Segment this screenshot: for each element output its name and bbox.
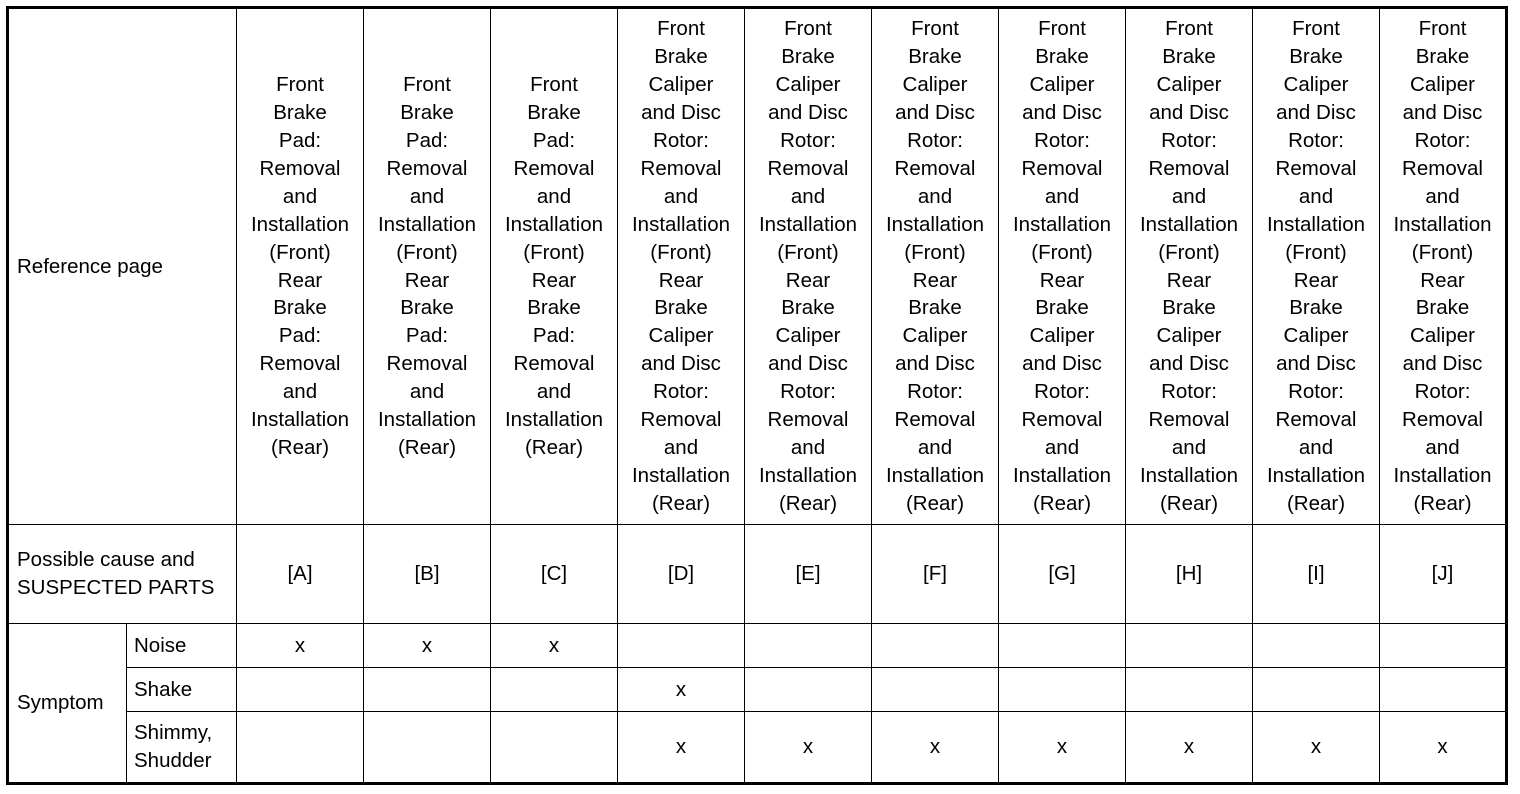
suspected-part-cell: [D]: [618, 525, 745, 624]
symptom-name: Shimmy, Shudder: [127, 712, 237, 784]
reference-page-line: (Front): [1031, 240, 1093, 264]
suspected-part-cell: [E]: [745, 525, 872, 624]
reference-page-line: Front: [1038, 17, 1086, 41]
reference-page-line: Caliper: [648, 73, 714, 97]
reference-page-line: Installation: [1266, 212, 1365, 236]
reference-page-line: (Rear): [397, 435, 457, 459]
reference-page-line: Caliper: [1283, 73, 1349, 97]
reference-page-line: Brake: [400, 296, 454, 320]
reference-page-cell: [364, 8, 491, 525]
reference-page-line: (Front): [650, 240, 712, 264]
reference-page-line: Pad:: [278, 324, 322, 348]
reference-page-line: Installation: [631, 212, 730, 236]
reference-page-line: Installation: [631, 463, 730, 487]
reference-page-line: (Rear): [1032, 491, 1092, 515]
reference-page-line: and: [1425, 184, 1460, 208]
reference-page-line: Installation: [1012, 463, 1111, 487]
reference-page-line: Brake: [781, 45, 835, 69]
reference-page-line: Brake: [654, 45, 708, 69]
reference-page-line: Front: [1292, 17, 1340, 41]
reference-page-line: Installation: [758, 212, 857, 236]
reference-page-line: Pad:: [532, 128, 576, 152]
symptom-mark: x: [618, 712, 745, 784]
symptom-mark: x: [1126, 712, 1253, 784]
reference-page-line: (Front): [269, 240, 331, 264]
reference-page-line: Caliper: [775, 324, 841, 348]
reference-page-line: Rear: [658, 268, 704, 292]
reference-page-line: Removal: [513, 156, 595, 180]
reference-page-line: Removal: [1275, 408, 1357, 432]
reference-page-line: and: [1298, 435, 1334, 459]
reference-page-line: Rotor:: [907, 128, 963, 152]
reference-page-line: (Front): [904, 240, 966, 264]
reference-page-line: and: [536, 184, 572, 208]
reference-page-line: and Disc: [768, 101, 848, 125]
reference-page-line: Caliper: [902, 73, 968, 97]
reference-page-line: Removal: [640, 156, 722, 180]
symptom-mark: [872, 668, 999, 712]
reference-page-line: Caliper: [775, 73, 841, 97]
reference-page-line: Brake: [908, 45, 962, 69]
symptom-name: Noise: [127, 624, 237, 668]
reference-page-line: Front: [784, 17, 832, 41]
symptom-row: [8, 668, 1507, 712]
reference-page-line: and: [409, 380, 445, 404]
reference-page-line: Rotor:: [653, 380, 709, 404]
reference-page-row: [8, 8, 1507, 525]
reference-page-line: Brake: [527, 101, 581, 125]
symptom-mark: [1126, 668, 1253, 712]
reference-page-line: Removal: [1402, 408, 1483, 432]
reference-page-line: Rear: [1293, 268, 1339, 292]
reference-page-line: Rotor:: [1161, 128, 1217, 152]
reference-page-line: Brake: [273, 296, 327, 320]
symptom-mark: [364, 712, 491, 784]
reference-page-line: Caliper: [1029, 73, 1095, 97]
reference-page-line: (Rear): [778, 491, 838, 515]
reference-page-line: Installation: [250, 408, 349, 432]
reference-page-line: Brake: [1415, 296, 1470, 320]
symptom-mark: [364, 668, 491, 712]
reference-page-line: Rotor:: [1034, 380, 1090, 404]
reference-page-line: Removal: [1275, 156, 1357, 180]
reference-page-line: Pad:: [532, 324, 576, 348]
reference-page-line: Removal: [1148, 408, 1230, 432]
reference-page-line: and Disc: [1149, 101, 1229, 125]
reference-page-line: Brake: [908, 296, 962, 320]
reference-page-line: Installation: [504, 408, 603, 432]
reference-page-line: Caliper: [1283, 324, 1349, 348]
reference-page-cell: [618, 8, 745, 525]
reference-page-line: and Disc: [1149, 352, 1229, 376]
reference-page-line: Brake: [781, 296, 835, 320]
reference-page-line: Rear: [1039, 268, 1085, 292]
reference-page-line: Installation: [504, 212, 603, 236]
reference-page-line: and Disc: [1022, 101, 1102, 125]
reference-page-line: Brake: [1162, 45, 1216, 69]
reference-page-line: and: [790, 435, 826, 459]
suspected-part-cell: [H]: [1126, 525, 1253, 624]
reference-page-line: Caliper: [902, 324, 968, 348]
reference-page-line: Brake: [400, 101, 454, 125]
reference-page-line: Removal: [1021, 408, 1103, 432]
reference-page-line: Pad:: [278, 128, 322, 152]
reference-page-line: Brake: [1289, 45, 1343, 69]
symptom-mark: [1253, 624, 1380, 668]
reference-page-line: Removal: [386, 352, 468, 376]
reference-page-line: (Front): [396, 240, 458, 264]
reference-page-line: and: [1425, 435, 1460, 459]
symptom-name: Shake: [127, 668, 237, 712]
suspected-part-cell: [B]: [364, 525, 491, 624]
reference-page-line: Removal: [1148, 156, 1230, 180]
reference-page-line: Installation: [758, 463, 857, 487]
reference-page-cell: [1380, 8, 1507, 525]
reference-page-line: and: [917, 435, 953, 459]
reference-page-line: Front: [403, 73, 451, 97]
suspected-parts-row: [8, 525, 1507, 624]
reference-page-line: Front: [276, 73, 324, 97]
reference-page-cell: [237, 8, 364, 525]
reference-page-line: Removal: [894, 156, 976, 180]
reference-page-line: Caliper: [1156, 324, 1222, 348]
reference-page-line: Installation: [377, 212, 476, 236]
reference-page-line: Caliper: [1156, 73, 1222, 97]
symptom-mark: [1380, 624, 1507, 668]
reference-page-line: and Disc: [641, 101, 721, 125]
reference-page-line: Rotor:: [780, 380, 836, 404]
suspected-part-cell: [G]: [999, 525, 1126, 624]
reference-page-line: and Disc: [768, 352, 848, 376]
reference-page-line: and: [536, 380, 572, 404]
reference-page-line: and: [282, 184, 318, 208]
reference-page-line: Removal: [767, 156, 849, 180]
reference-page-line: and Disc: [1022, 352, 1102, 376]
suspected-part-cell: [C]: [491, 525, 618, 624]
reference-page-line: Front: [1418, 17, 1467, 41]
symptom-mark: x: [745, 712, 872, 784]
reference-page-line: Removal: [767, 408, 849, 432]
reference-page-line: and: [917, 184, 953, 208]
symptom-mark: [491, 712, 618, 784]
reference-page-line: and: [663, 435, 699, 459]
reference-page-line: Installation: [1393, 212, 1492, 236]
reference-page-line: Rotor:: [1288, 380, 1344, 404]
reference-page-line: (Front): [777, 240, 839, 264]
reference-page-line: Rotor:: [1414, 380, 1471, 404]
reference-page-line: Rear: [531, 268, 577, 292]
reference-page-line: Rotor:: [653, 128, 709, 152]
reference-page-cell: [1253, 8, 1380, 525]
reference-page-line: Installation: [885, 212, 984, 236]
reference-page-line: Installation: [885, 463, 984, 487]
symptom-row: [8, 624, 1507, 668]
reference-page-line: Brake: [273, 101, 327, 125]
reference-page-line: Rotor:: [1161, 380, 1217, 404]
reference-page-line: Removal: [513, 352, 595, 376]
symptom-mark: [237, 668, 364, 712]
reference-page-line: Installation: [1012, 212, 1111, 236]
document-page: [6, 6, 1508, 785]
reference-page-line: Front: [1165, 17, 1213, 41]
reference-page-line: and: [1171, 184, 1207, 208]
reference-page-line: Rear: [1420, 268, 1465, 292]
suspected-part-cell: [I]: [1253, 525, 1380, 624]
reference-page-line: Rotor:: [1034, 128, 1090, 152]
reference-page-line: (Front): [1285, 240, 1347, 264]
reference-page-cell: [745, 8, 872, 525]
reference-page-line: Caliper: [1410, 324, 1475, 348]
reference-page-cell: [999, 8, 1126, 525]
symptom-row: [8, 712, 1507, 784]
reference-page-line: Rotor:: [907, 380, 963, 404]
reference-page-line: Pad:: [405, 324, 449, 348]
reference-page-line: and: [663, 184, 699, 208]
reference-page-line: and: [790, 184, 826, 208]
reference-page-line: Removal: [386, 156, 468, 180]
reference-page-label: Reference page: [8, 8, 237, 525]
reference-page-line: Front: [911, 17, 959, 41]
reference-page-line: Rear: [912, 268, 958, 292]
reference-page-line: Brake: [527, 296, 581, 320]
reference-page-line: (Rear): [651, 491, 711, 515]
symptom-mark: [872, 624, 999, 668]
symptom-mark: [618, 624, 745, 668]
symptom-mark: [745, 624, 872, 668]
reference-page-line: and Disc: [641, 352, 721, 376]
symptom-mark: [1126, 624, 1253, 668]
reference-page-line: Caliper: [648, 324, 714, 348]
reference-page-line: Installation: [1393, 463, 1492, 487]
reference-page-line: (Front): [1158, 240, 1220, 264]
symptom-mark: [999, 668, 1126, 712]
symptom-label: Symptom: [8, 624, 127, 784]
reference-page-line: Installation: [1266, 463, 1365, 487]
suspected-part-cell: [F]: [872, 525, 999, 624]
reference-page-line: and Disc: [1402, 352, 1483, 376]
reference-page-line: and: [1044, 184, 1080, 208]
reference-page-line: Caliper: [1029, 324, 1095, 348]
reference-page-line: (Rear): [1413, 491, 1472, 515]
reference-page-line: and Disc: [1402, 101, 1483, 125]
symptom-mark: x: [1380, 712, 1507, 784]
symptom-mark: [491, 668, 618, 712]
symptom-mark: [1380, 668, 1507, 712]
symptom-diagnosis-table: [6, 6, 1508, 785]
reference-page-line: Rotor:: [1414, 128, 1471, 152]
reference-page-line: Removal: [640, 408, 722, 432]
reference-page-line: Brake: [1289, 296, 1343, 320]
reference-page-line: Brake: [1162, 296, 1216, 320]
symptom-mark: [999, 624, 1126, 668]
reference-page-line: and Disc: [1276, 101, 1356, 125]
reference-page-line: (Rear): [905, 491, 965, 515]
reference-page-line: Removal: [259, 156, 341, 180]
reference-page-line: (Rear): [524, 435, 584, 459]
symptom-mark: x: [491, 624, 618, 668]
symptom-mark: x: [999, 712, 1126, 784]
reference-page-line: Removal: [894, 408, 976, 432]
reference-page-line: Front: [657, 17, 705, 41]
symptom-mark: x: [1253, 712, 1380, 784]
reference-page-line: and: [409, 184, 445, 208]
reference-page-line: Rotor:: [1288, 128, 1344, 152]
reference-page-line: Brake: [1035, 45, 1089, 69]
reference-page-line: and Disc: [895, 352, 975, 376]
reference-page-line: Brake: [654, 296, 708, 320]
symptom-mark: x: [237, 624, 364, 668]
reference-page-line: Rotor:: [780, 128, 836, 152]
reference-page-line: Rear: [277, 268, 323, 292]
reference-page-line: Removal: [1021, 156, 1103, 180]
reference-page-line: (Front): [523, 240, 585, 264]
reference-page-line: and Disc: [895, 101, 975, 125]
reference-page-line: Removal: [259, 352, 341, 376]
suspected-parts-label: Possible cause and SUSPECTED PARTS: [8, 525, 237, 624]
reference-page-line: Rear: [1166, 268, 1212, 292]
suspected-part-cell: [J]: [1380, 525, 1507, 624]
reference-page-line: (Front): [1411, 240, 1474, 264]
reference-page-line: Caliper: [1410, 73, 1475, 97]
reference-page-line: (Rear): [1286, 491, 1346, 515]
reference-page-line: and: [1044, 435, 1080, 459]
reference-page-line: Rear: [404, 268, 450, 292]
reference-page-line: Front: [530, 73, 578, 97]
symptom-mark: x: [364, 624, 491, 668]
reference-page-line: Removal: [1402, 156, 1483, 180]
suspected-part-cell: [A]: [237, 525, 364, 624]
reference-page-line: (Rear): [1159, 491, 1219, 515]
reference-page-line: Installation: [1139, 212, 1238, 236]
reference-page-line: Brake: [1035, 296, 1089, 320]
reference-page-line: and: [1298, 184, 1334, 208]
reference-page-line: Installation: [1139, 463, 1238, 487]
reference-page-line: Brake: [1415, 45, 1470, 69]
symptom-mark: x: [872, 712, 999, 784]
reference-page-line: Installation: [250, 212, 349, 236]
reference-page-line: (Rear): [270, 435, 330, 459]
symptom-mark: x: [618, 668, 745, 712]
reference-page-line: and: [282, 380, 318, 404]
reference-page-line: and: [1171, 435, 1207, 459]
reference-page-line: Installation: [377, 408, 476, 432]
reference-page-line: Rear: [785, 268, 831, 292]
symptom-mark: [745, 668, 872, 712]
reference-page-cell: [872, 8, 999, 525]
reference-page-cell: [1126, 8, 1253, 525]
reference-page-cell: [491, 8, 618, 525]
symptom-mark: [237, 712, 364, 784]
reference-page-line: and Disc: [1276, 352, 1356, 376]
reference-page-line: Pad:: [405, 128, 449, 152]
symptom-mark: [1253, 668, 1380, 712]
